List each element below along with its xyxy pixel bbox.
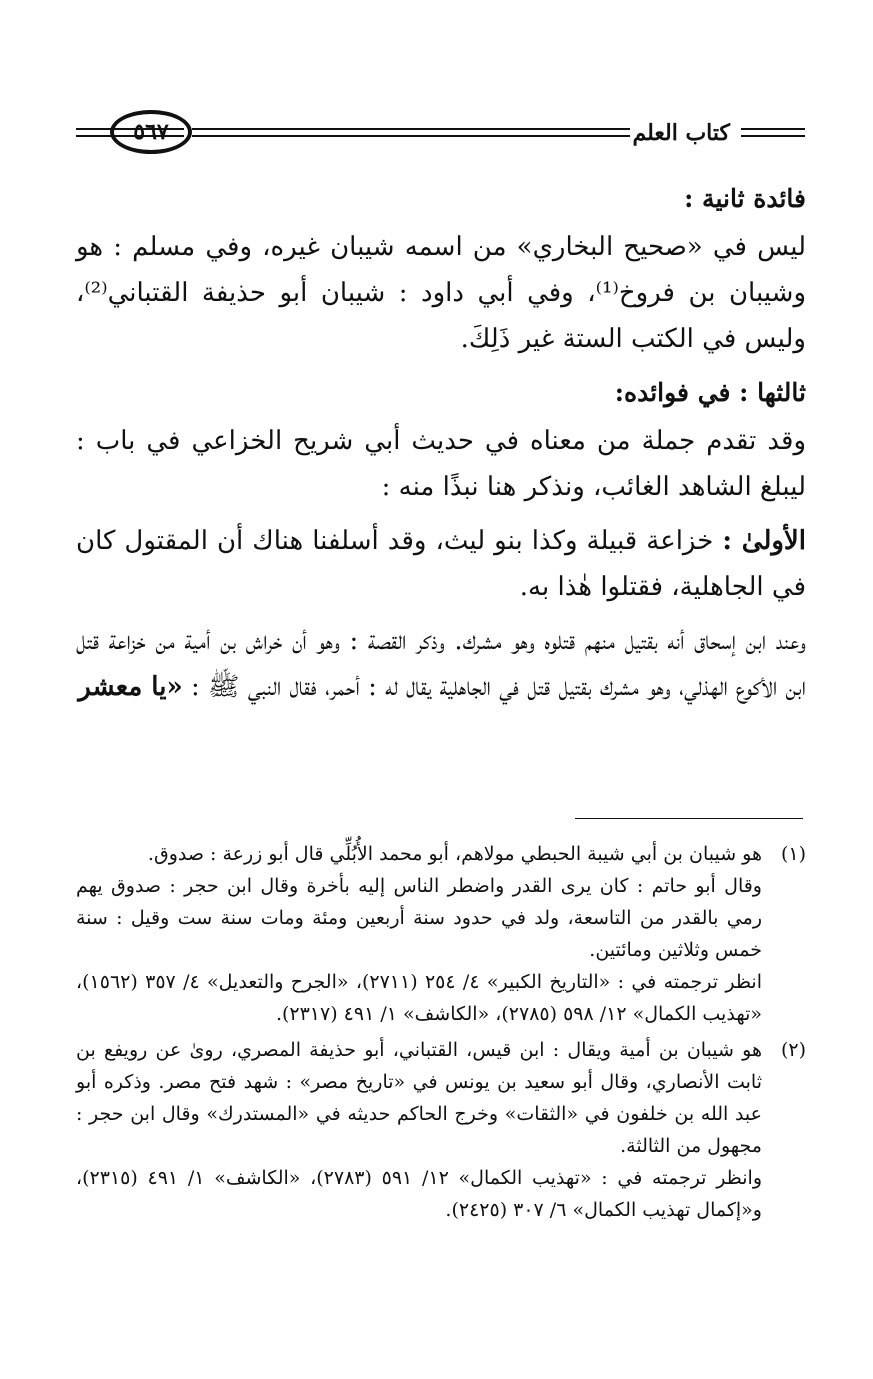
first-point-text: خزاعة قبيلة وكذا بنو ليث، وقد أسلفنا هناك أن المقتول كان في الجاهلية، فقتلوا هٰذا به.	[76, 526, 806, 602]
header-rule-right	[741, 128, 805, 137]
footnote-marker: (٢)	[780, 1039, 806, 1061]
footnote-line: هو شيبان بن أمية ويقال : ابن قيس، القتباني، أبو حذيفة المصري، روىٰ عن رويفع بن ثابت الأنصاري، وقال أبو سعيد بن يونس في «تاريخ مصر» : شهد فتح مصر. وذكره أبو عبد الله بن خلفون في «الثقات» وخرج الحاكم حديثه في «المستدرك» وقال ابن حجر : مجهول من الثالثة.	[76, 1039, 762, 1157]
section-heading-second-benefit: فائدة ثانية :	[684, 184, 806, 213]
footnote-line: انظر ترجمته في : «التاريخ الكبير» ٤/ ٢٥٤ (٢٧١١)، «الجرح والتعديل» ٤/ ٣٥٧ (١٥٦٢)، «تهذيب الكمال» ١٢/ ٥٩٨ (٢٧٨٥)، «الكاشف» ١/ ٤٩١ (٢٣١٧).	[76, 971, 762, 1025]
paragraph-shayban-names: ليس في «صحيح البخاري» من اسمه شيبان غيره، وفي مسلم : هو وشيبان بن فروخ⁽¹⁾، وفي أبي داود : شيبان أبو حذيفة القتباني⁽²⁾، وليس في الكتب الستة غير ذَلِكَ.	[76, 232, 807, 354]
footnote-1	[76, 838, 806, 1030]
hadith-quote-start: «يا معشر	[78, 672, 183, 702]
footnotes	[76, 838, 806, 1230]
header-rule-left	[76, 128, 184, 137]
footnote-body	[76, 1034, 762, 1226]
section-heading-third: ثالثها : في فوائده:	[614, 378, 806, 407]
paragraph-first-point	[76, 518, 806, 610]
running-header	[70, 108, 805, 158]
paragraph-ibn-ishaq	[76, 618, 806, 710]
footnote-body	[76, 838, 762, 1030]
ibn-ishaq-text: وعند ابن إسحاق أنه بقتيل منهم قتلوه وهو مشرك. وذكر القصة : وهو أن خراش بن أمية من خزاعة قتل ابن الأكوع الهذلي، وهو مشرك بقتيل قتل في الجاهلية يقال له : أحمر، فقال النبي ﷺ :	[76, 626, 806, 702]
main-text	[76, 176, 806, 718]
chapter-title: كتاب العلم	[632, 120, 730, 146]
footnote-line: هو شيبان بن أبي شيبة الحبطي مولاهم، أبو محمد الأُبُلِّي قال أبو زرعة : صدوق.	[147, 843, 762, 865]
footnote-separator	[575, 818, 803, 819]
paragraph-abu-shurayh: وقد تقدم جملة من معناه في حديث أبي شريح الخزاعي في باب : ليبلغ الشاهد الغائب، ونذكر هنا نبذًا منه :	[76, 426, 806, 502]
footnote-marker: (١)	[780, 843, 806, 865]
footnote-line: وقال أبو حاتم : كان يرى القدر واضطر الناس إليه بأخرة وقال ابن حجر : صدوق يهم رمي بالقدر من التاسعة، ولد في حدود سنة أربعين ومئة ومات سنة ست وقيل : سنة خمس وثلاثين ومائتين.	[76, 875, 762, 961]
footnote-2	[76, 1034, 806, 1226]
header-rule-middle	[192, 128, 630, 137]
footnote-line: وانظر ترجمته في : «تهذيب الكمال» ١٢/ ٥٩١ (٢٧٨٣)، «الكاشف» ١/ ٤٩١ (٢٣١٥)، و«إكمال تهذيب الكمال» ٦/ ٣٠٧ (٢٤٢٥).	[76, 1167, 763, 1221]
first-point-label: الأولىٰ :	[722, 526, 806, 556]
page-number: ٥٦٧	[110, 110, 192, 154]
